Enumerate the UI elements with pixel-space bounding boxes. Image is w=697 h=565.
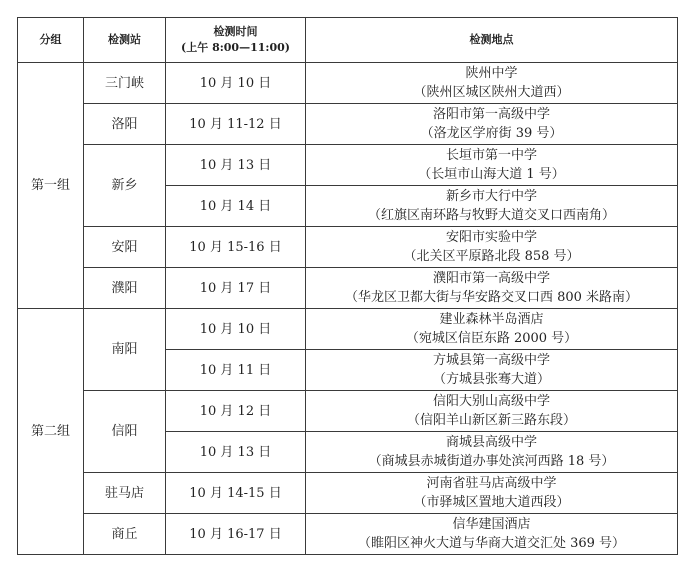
- location-cell: [306, 391, 678, 432]
- table-body: [18, 63, 678, 555]
- venue-address: （红旗区南环路与牧野大道交叉口西南角）: [367, 208, 615, 223]
- venue-name: 陕州中学: [465, 66, 518, 81]
- location-cell: [306, 63, 678, 104]
- venue-address: （华龙区卫都大街与华安路交叉口西 800 米路南）: [344, 290, 639, 305]
- inspection-schedule-table: [17, 17, 678, 555]
- station-cell: 驻马店: [84, 473, 166, 514]
- date-cell: 10 月 15-16 日: [166, 227, 306, 268]
- table-row: [18, 63, 678, 104]
- table-row: [18, 473, 678, 514]
- location-cell: [306, 473, 678, 514]
- venue-address: （市驿城区置地大道西段）: [413, 495, 570, 510]
- header-row: [18, 18, 678, 63]
- venue-name: 洛阳市第一高级中学: [432, 107, 550, 122]
- station-cell: 信阳: [84, 391, 166, 473]
- venue-address: （陕州区城区陕州大道西）: [413, 85, 570, 100]
- header-time: [166, 18, 306, 63]
- venue-name: 方城县第一高级中学: [432, 353, 550, 368]
- header-time-label: 检测时间: [213, 25, 258, 38]
- station-cell: 濮阳: [84, 268, 166, 309]
- group-cell: 第二组: [18, 309, 84, 555]
- location-cell: [306, 104, 678, 145]
- venue-address: （睢阳区神火大道与华商大道交汇处 369 号）: [357, 536, 626, 551]
- venue-address: （长垣市山海大道 1 号）: [418, 167, 565, 182]
- date-cell: 10 月 13 日: [166, 432, 306, 473]
- location-cell: [306, 268, 678, 309]
- venue-name: 建业森林半岛酒店: [439, 312, 544, 327]
- table-row: [18, 391, 678, 432]
- location-cell: [306, 309, 678, 350]
- date-cell: 10 月 10 日: [166, 309, 306, 350]
- date-cell: 10 月 14 日: [166, 186, 306, 227]
- venue-address: （方城县张骞大道）: [432, 372, 550, 387]
- station-cell: 商丘: [84, 514, 166, 555]
- table-row: [18, 227, 678, 268]
- venue-name: 新乡市大行中学: [445, 189, 537, 204]
- station-cell: 安阳: [84, 227, 166, 268]
- date-cell: 10 月 14-15 日: [166, 473, 306, 514]
- venue-address: （宛城区信臣东路 2000 号）: [405, 331, 578, 346]
- location-cell: [306, 145, 678, 186]
- date-cell: 10 月 13 日: [166, 145, 306, 186]
- header-group: 分组: [18, 18, 84, 63]
- location-cell: [306, 227, 678, 268]
- station-cell: 三门峡: [84, 63, 166, 104]
- station-cell: 洛阳: [84, 104, 166, 145]
- location-cell: [306, 186, 678, 227]
- location-cell: [306, 514, 678, 555]
- location-cell: [306, 350, 678, 391]
- venue-name: 安阳市实验中学: [445, 230, 537, 245]
- venue-name: 河南省驻马店高级中学: [426, 476, 557, 491]
- station-cell: 南阳: [84, 309, 166, 391]
- group-cell: 第一组: [18, 63, 84, 309]
- table-row: [18, 268, 678, 309]
- table-row: [18, 309, 678, 350]
- header-time-note: (上午 8:00—11:00): [181, 41, 290, 54]
- venue-address: （北关区平原路北段 858 号）: [403, 249, 580, 264]
- venue-name: 商城县高级中学: [445, 435, 537, 450]
- table-row: [18, 514, 678, 555]
- venue-name: 长垣市第一中学: [445, 148, 537, 163]
- venue-address: （洛龙区学府街 39 号）: [420, 126, 563, 141]
- venue-address: （商城县赤城街道办事处滨河西路 18 号）: [368, 454, 615, 469]
- venue-address: （信阳羊山新区新三路东段）: [406, 413, 576, 428]
- date-cell: 10 月 11 日: [166, 350, 306, 391]
- header-station: 检测站: [84, 18, 166, 63]
- venue-name: 濮阳市第一高级中学: [432, 271, 550, 286]
- location-cell: [306, 432, 678, 473]
- table-row: [18, 145, 678, 186]
- date-cell: 10 月 11-12 日: [166, 104, 306, 145]
- date-cell: 10 月 12 日: [166, 391, 306, 432]
- date-cell: 10 月 17 日: [166, 268, 306, 309]
- station-cell: 新乡: [84, 145, 166, 227]
- date-cell: 10 月 16-17 日: [166, 514, 306, 555]
- header-location: 检测地点: [306, 18, 678, 63]
- table-row: [18, 104, 678, 145]
- venue-name: 信华建国酒店: [452, 517, 531, 532]
- date-cell: 10 月 10 日: [166, 63, 306, 104]
- venue-name: 信阳大别山高级中学: [432, 394, 550, 409]
